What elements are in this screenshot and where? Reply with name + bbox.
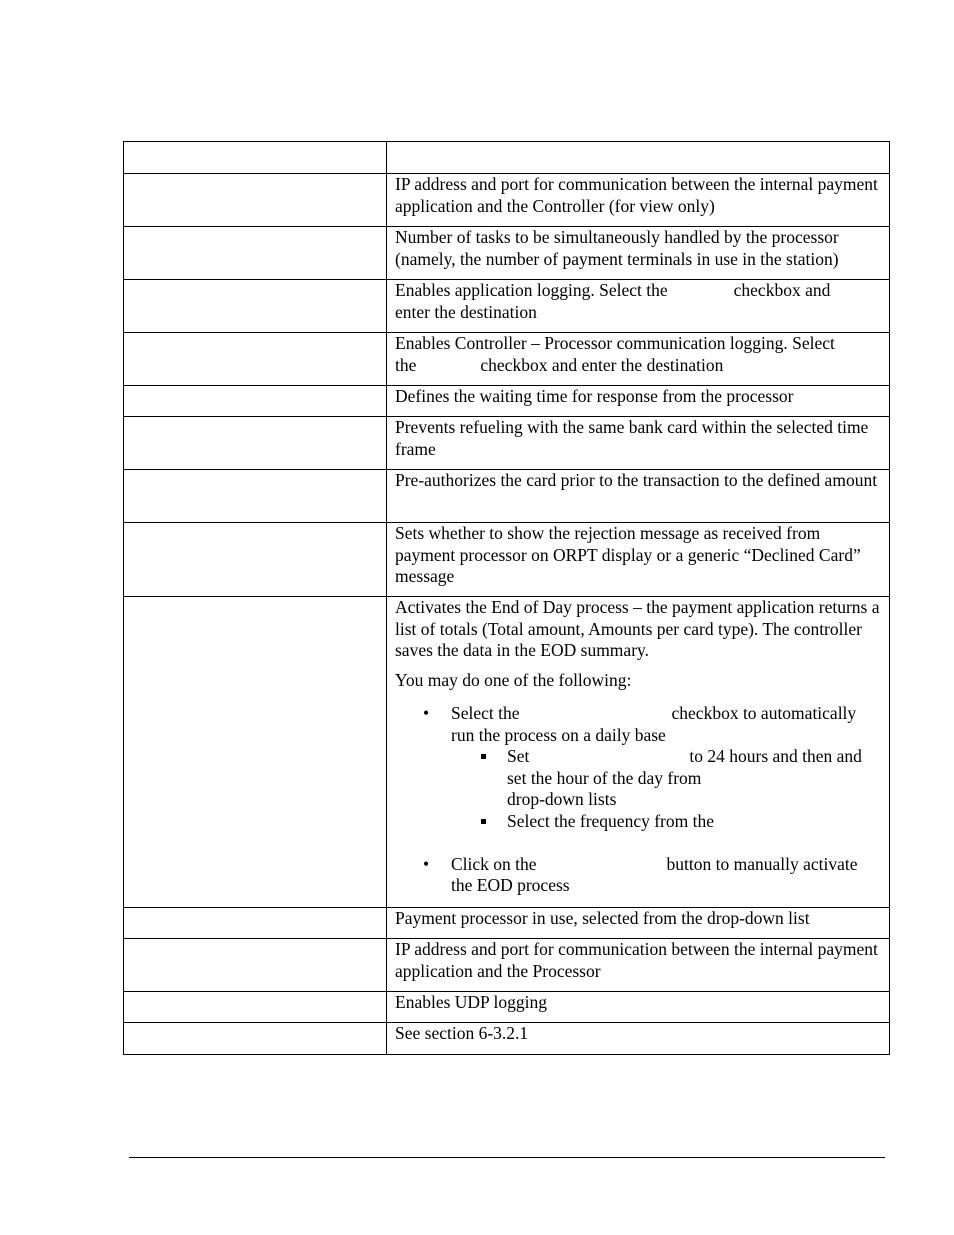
list-item-text: Click on the button to manually activate the EOD process [451, 853, 858, 895]
table-row [124, 1023, 890, 1055]
table-header-row [124, 142, 890, 174]
table-row [124, 333, 890, 386]
square-bullet-icon [481, 819, 486, 824]
description-text: Activates the End of Day process – the payment application returns a list of totals (Total amount, Amounts per card type). The controller saves the data in the EOD summary. [395, 597, 880, 660]
field-cell [124, 174, 387, 227]
description-text: IP address and port for communication between the internal payment application and the Processor [395, 939, 878, 981]
description-text-part: Enables application logging. Select the [395, 280, 668, 300]
table-row [124, 992, 890, 1023]
description-text: See section 6-3.2.1 [395, 1023, 529, 1043]
description-text [395, 333, 881, 376]
description-cell [387, 597, 890, 908]
bullet-icon: • [423, 853, 430, 874]
table-row [124, 280, 890, 333]
description-text: Sets whether to show the rejection message as received from payment processor on ORPT display or a generic “Declined Card” message [395, 523, 861, 586]
footer-divider [129, 1157, 885, 1158]
option-list [395, 703, 881, 897]
parameter-table [123, 141, 890, 1055]
field-cell [124, 386, 387, 417]
description-text: Pre-authorizes the card prior to the transaction to the defined amount [395, 470, 878, 490]
field-cell [124, 417, 387, 470]
table-row [124, 386, 890, 417]
description-text-part: checkbox and [733, 280, 831, 300]
description-cell [387, 174, 890, 227]
field-cell [124, 908, 387, 939]
table-row [124, 939, 890, 992]
field-cell [124, 280, 387, 333]
description-cell [387, 908, 890, 939]
description-text: Enables UDP logging [395, 992, 547, 1012]
table-row [124, 174, 890, 227]
field-cell [124, 597, 387, 908]
table-row [124, 523, 890, 597]
square-bullet-icon [481, 754, 486, 759]
description-cell [387, 992, 890, 1023]
description-cell [387, 333, 890, 386]
bullet-icon: • [423, 703, 430, 723]
description-text: Prevents refueling with the same bank card within the selected time frame [395, 417, 869, 459]
description-intro: You may do one of the following: [395, 669, 632, 690]
field-cell [124, 227, 387, 280]
table-row [124, 417, 890, 470]
list-item: Select the frequency from the [451, 811, 881, 854]
description-text-part: the [395, 354, 417, 375]
field-cell [124, 1023, 387, 1055]
description-text [395, 280, 881, 323]
description-cell [387, 470, 890, 523]
description-text-part: checkbox and enter the destination [480, 354, 724, 375]
description-text: Payment processor in use, selected from the drop-down list [395, 908, 810, 928]
field-cell [124, 992, 387, 1023]
description-cell [387, 386, 890, 417]
description-cell [387, 939, 890, 992]
description-cell [387, 417, 890, 470]
field-cell [124, 523, 387, 597]
description-cell [387, 280, 890, 333]
table-row [124, 470, 890, 523]
table-row [124, 908, 890, 939]
field-cell [124, 939, 387, 992]
description-cell [387, 1023, 890, 1055]
list-item [395, 703, 881, 854]
description-text: Number of tasks to be simultaneously handled by the processor (namely, the number of payment terminals in use in the station) [395, 227, 839, 269]
list-item [395, 854, 881, 897]
list-item-text: Select the checkbox to automatically run the process on a daily base [451, 703, 857, 745]
field-cell [124, 142, 387, 174]
list-item: Set to 24 hours and then and set the hour of the day from drop-down lists [451, 746, 881, 811]
table-row [124, 227, 890, 280]
description-text-part: enter the destination [395, 301, 537, 322]
description-cell [387, 142, 890, 174]
table-row [124, 597, 890, 908]
field-cell [124, 333, 387, 386]
description-cell [387, 523, 890, 597]
description-text: IP address and port for communication between the internal payment application and the Controller (for view only) [395, 174, 878, 216]
description-cell [387, 227, 890, 280]
field-cell [124, 470, 387, 523]
sub-option-list [451, 746, 881, 854]
description-text-part: Enables Controller – Processor communication logging. Select [395, 333, 835, 353]
description-text: Defines the waiting time for response from the processor [395, 386, 794, 406]
